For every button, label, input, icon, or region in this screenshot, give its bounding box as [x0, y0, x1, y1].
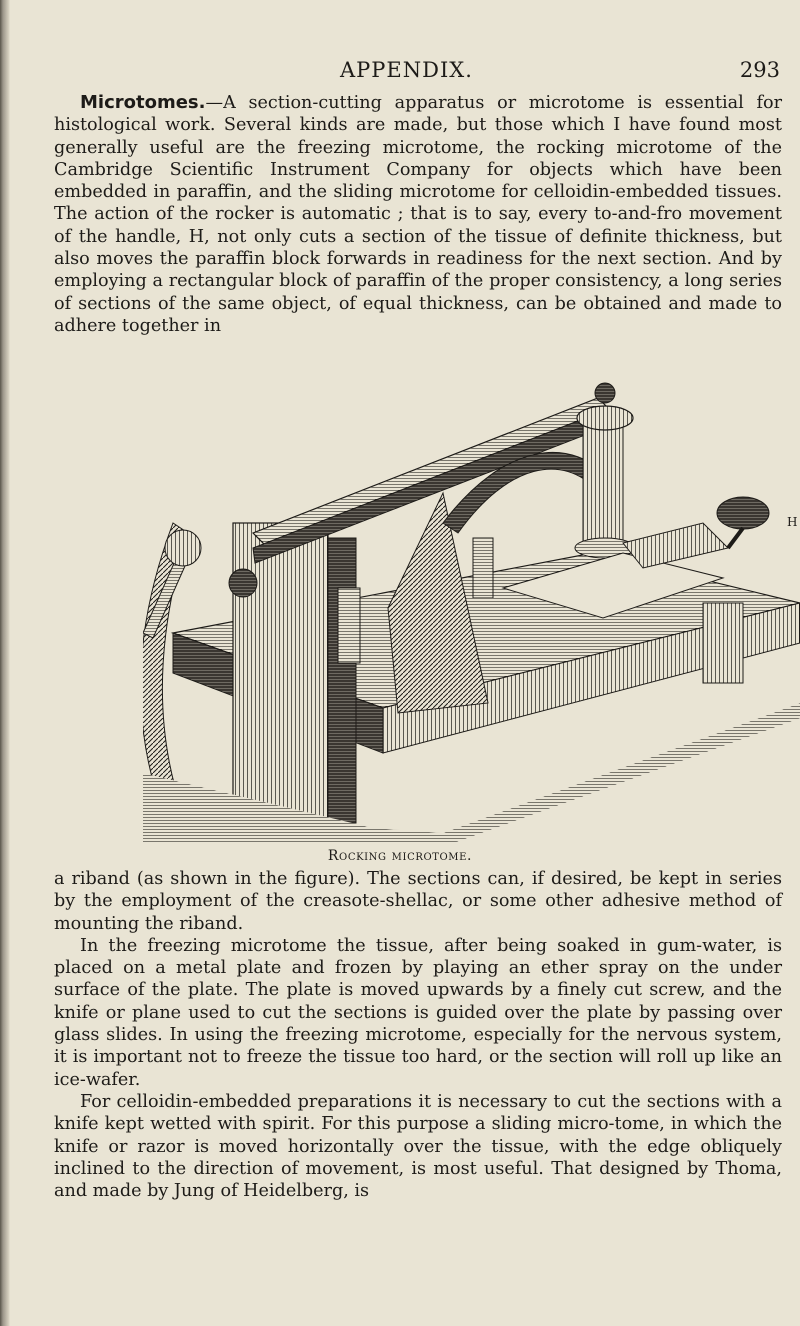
running-head: APPENDIX.	[340, 58, 473, 82]
paragraph-freezing-microtome: In the freezing microtome the tissue, after being soaked in gum-water, is placed on a metal plate and frozen by playing an ether spray on the under surface of the plate. The plate is moved upwards by a finely cut screw, and the knife or plane used to cut the sections is guided over the plate by passing over glass slides. In using the freezing microtome, especially for the nervous system, it is important not to freeze the tissue too hard, or the section will roll up like an ice-wafer.	[54, 935, 782, 1090]
section-term: Microtomes.	[80, 92, 206, 113]
spring-middle	[473, 538, 493, 598]
adjust-knob-icon	[165, 530, 201, 566]
microtome-engraving	[143, 373, 800, 843]
figure-label-h: H	[787, 515, 798, 529]
handle-knob-icon	[717, 497, 769, 529]
paragraph-celloidin: For celloidin-embedded preparations it is necessary to cut the sections with a knife kept wetted with spirit. For this purpose a sliding micro-tome, in which the knife or razor is moved horizontally over the tissue, with the edge obliquely inclined to the direction of movement, is most useful. That designed by Thoma, and made by Jung of Heidelberg, is	[54, 1091, 782, 1202]
paragraph-microtomes	[54, 92, 782, 337]
rocking-microtome-figure	[143, 373, 800, 843]
paragraph-text: —A section-cutting apparatus or microtome is essential for histological work. Several kinds are made, but those which I have found most generally useful are the freezing microtome, the rocking microtome of the Cambridge Scientific Instrument Company for objects which have been embedded in paraffin, and the sliding microtome for celloidin-embedded tissues. The action of the rocker is automatic ; that is to say, every to-and-fro movement of the handle, H, not only cuts a section of the tissue of definite thickness, but also moves the paraffin block forwards in readiness for the next section. And by employing a rectangular block of paraffin of the proper consistency, a long series of sections of the same object, of equal thickness, can be obtained and made to adhere together in	[54, 93, 782, 336]
paragraph-riband: a riband (as shown in the figure). The sections can, if desired, be kept in series by the employment of the creasote-shellac, or some other adhesive method of mounting the riband.	[54, 869, 782, 934]
spring-left	[338, 588, 360, 663]
page-edge-shadow	[0, 0, 10, 1326]
ratchet-wheel	[577, 406, 633, 430]
handle-arm	[623, 523, 728, 568]
rear-leg	[703, 603, 743, 683]
figure-caption: Rocking microtome.	[327, 848, 473, 864]
front-leg	[233, 523, 328, 823]
column	[583, 423, 623, 548]
running-header	[80, 58, 780, 86]
page-number: 293	[739, 58, 780, 82]
body-text-lower	[54, 868, 782, 1202]
